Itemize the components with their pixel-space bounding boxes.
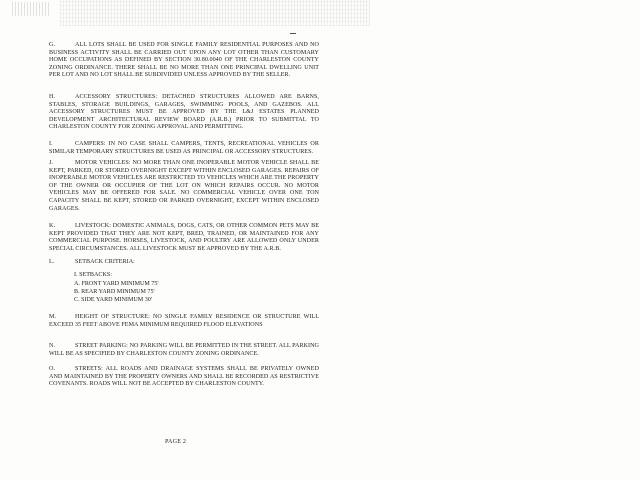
paragraph-letter: O. — [49, 366, 56, 372]
paragraph-text: CAMPERS: IN NO CASE SHALL CAMPERS, TENTS, RECREATIONAL VEHICLES OR SIMILAR TEMPORARY STRUCTURES BE USED AS PRINCIPAL OR ACCESSORY STRUCTURES. — [49, 141, 319, 155]
setback-item: A. FRONT YARD MINIMUM 75' — [74, 281, 159, 287]
paragraph-h — [49, 94, 319, 132]
scan-artifact — [12, 2, 50, 16]
paragraph-text: LIVESTOCK: DOMESTIC ANIMALS, DOGS, CATS, OR OTHER COMMON PETS MAY BE KEPT PROVIDED THAT THEY ARE NOT KEPT, BRED, TRAINED, OR MAINTAINED FOR ANY COMMERCIAL PURPOSE. HORSES, LIVESTOCK, AND POULTRY ARE ALLOWED ONLY UNDER SPECIAL CIRCUMSTANCES. ALL LIVESTOCK MUST BE APPROVED BY THE A.R.B. — [49, 223, 319, 252]
paragraph-letter: M. — [49, 314, 57, 320]
paragraph-text: ALL LOTS SHALL BE USED FOR SINGLE FAMILY RESIDENTIAL PURPOSES AND NO BUSINESS ACTIVITY SHALL BE CARRIED OUT UPON ANY LOT OTHER THAN CUSTOMARY HOME OCCUPATIONS AS DEFINED BY SECTION 30.80.0040 OF THE CHARLESTON COUNTY ZONING ORDINANCE. THERE SHALL BE NO MORE THAN ONE PRINCIPAL DWELLING UNIT PER LOT AND NO LOT SHALL BE SUBDIVIDED UNLESS APPROVED BY THE SELLER. — [49, 42, 319, 79]
paragraph-letter: I. — [49, 141, 53, 147]
paragraph-letter: L. — [49, 259, 55, 265]
paragraph-letter: N. — [49, 343, 56, 349]
paragraph-letter: J. — [49, 160, 53, 166]
paragraph-k — [49, 223, 319, 253]
page-number: PAGE 2 — [165, 439, 187, 445]
paragraph-text: STREETS: ALL ROADS AND DRAINAGE SYSTEMS SHALL BE PRIVATELY OWNED AND MAINTAINED BY THE PROPERTY OWNERS AND SHALL BE RECORDED AS RESTRICTIVE COVENANTS. ROADS WILL NOT BE ACCEPTED BY CHARLESTON COUNTY. — [49, 366, 319, 388]
paragraph-text: ACCESSORY STRUCTURES: DETACHED STRUCTURES ALLOWED ARE BARNS, STABLES, STORAGE BUILDINGS, GARAGES, SWIMMING POOLS, AND GAZEBOS. ALL ACCESSORY STRUCTURES MUST BE APPROVED BY THE L&J ESTATES PLANNED DEVELOPMENT ARCHITECTURAL REVIEW BOARD (A.R.B.) PRIOR TO SUBMITTAL TO CHARLESTON COUNTY FOR ZONING APPROVAL AND PERMITTING. — [49, 94, 319, 131]
paragraph-letter: G. — [49, 42, 56, 48]
paragraph-text: HEIGHT OF STRUCTURE: NO SINGLE FAMILY RESIDENCE OR STRUCTURE WILL EXCEED 35 FEET ABOVE FEMA MINIMUM REQUIRED FLOOD ELEVATIONS — [49, 314, 319, 328]
setbacks-heading: I. SETBACKS: — [74, 272, 112, 278]
paragraph-text: SETBACK CRITERIA: — [75, 259, 135, 265]
paragraph-text: MOTOR VEHICLES: NO MORE THAN ONE INOPERABLE MOTOR VEHICLE SHALL BE KEPT, PARKED, OR STORED OVERNIGHT EXCEPT WITHIN ENCLOSED GARAGES. REPAIRS OF INOPERABLE MOTOR VEHICLES ARE RESTRICTED TO VEHICLES WHICH ARE THE PROPERTY OF THE OWNER OR OCCUPIER OF THE LOT ON WHICH REPAIRS OCCUR. NO MOTOR VEHICLES MAY BE OFFERED FOR SALE. NO COMMERCIAL VEHICLE OVER ONE TON CAPACITY SHALL BE KEPT, STORED OR PARKED OVERNIGHT, EXCEPT WITHIN ENCLOSED GARAGES. — [49, 160, 319, 212]
paragraph-letter: K. — [49, 223, 56, 229]
setback-item: C. SIDE YARD MINIMUM 30' — [74, 297, 152, 303]
paragraph-j — [49, 160, 319, 213]
paragraph-letter: H. — [49, 94, 56, 100]
paragraph-l — [49, 259, 319, 267]
paragraph-i — [49, 141, 319, 156]
paragraph-n — [49, 343, 319, 358]
setback-item: B. REAR YARD MINIMUM 75' — [74, 289, 155, 295]
paragraph-o — [49, 366, 319, 389]
paragraph-text: STREET PARKING: NO PARKING WILL BE PERMITTED IN THE STREET. ALL PARKING WILL BE AS SPECIFIED BY CHARLESTON COUNTY ZONING ORDINANCE. — [49, 343, 319, 357]
paragraph-g — [49, 42, 319, 80]
scan-artifact — [60, 0, 370, 26]
paragraph-m — [49, 314, 319, 329]
scan-mark — [290, 33, 296, 34]
